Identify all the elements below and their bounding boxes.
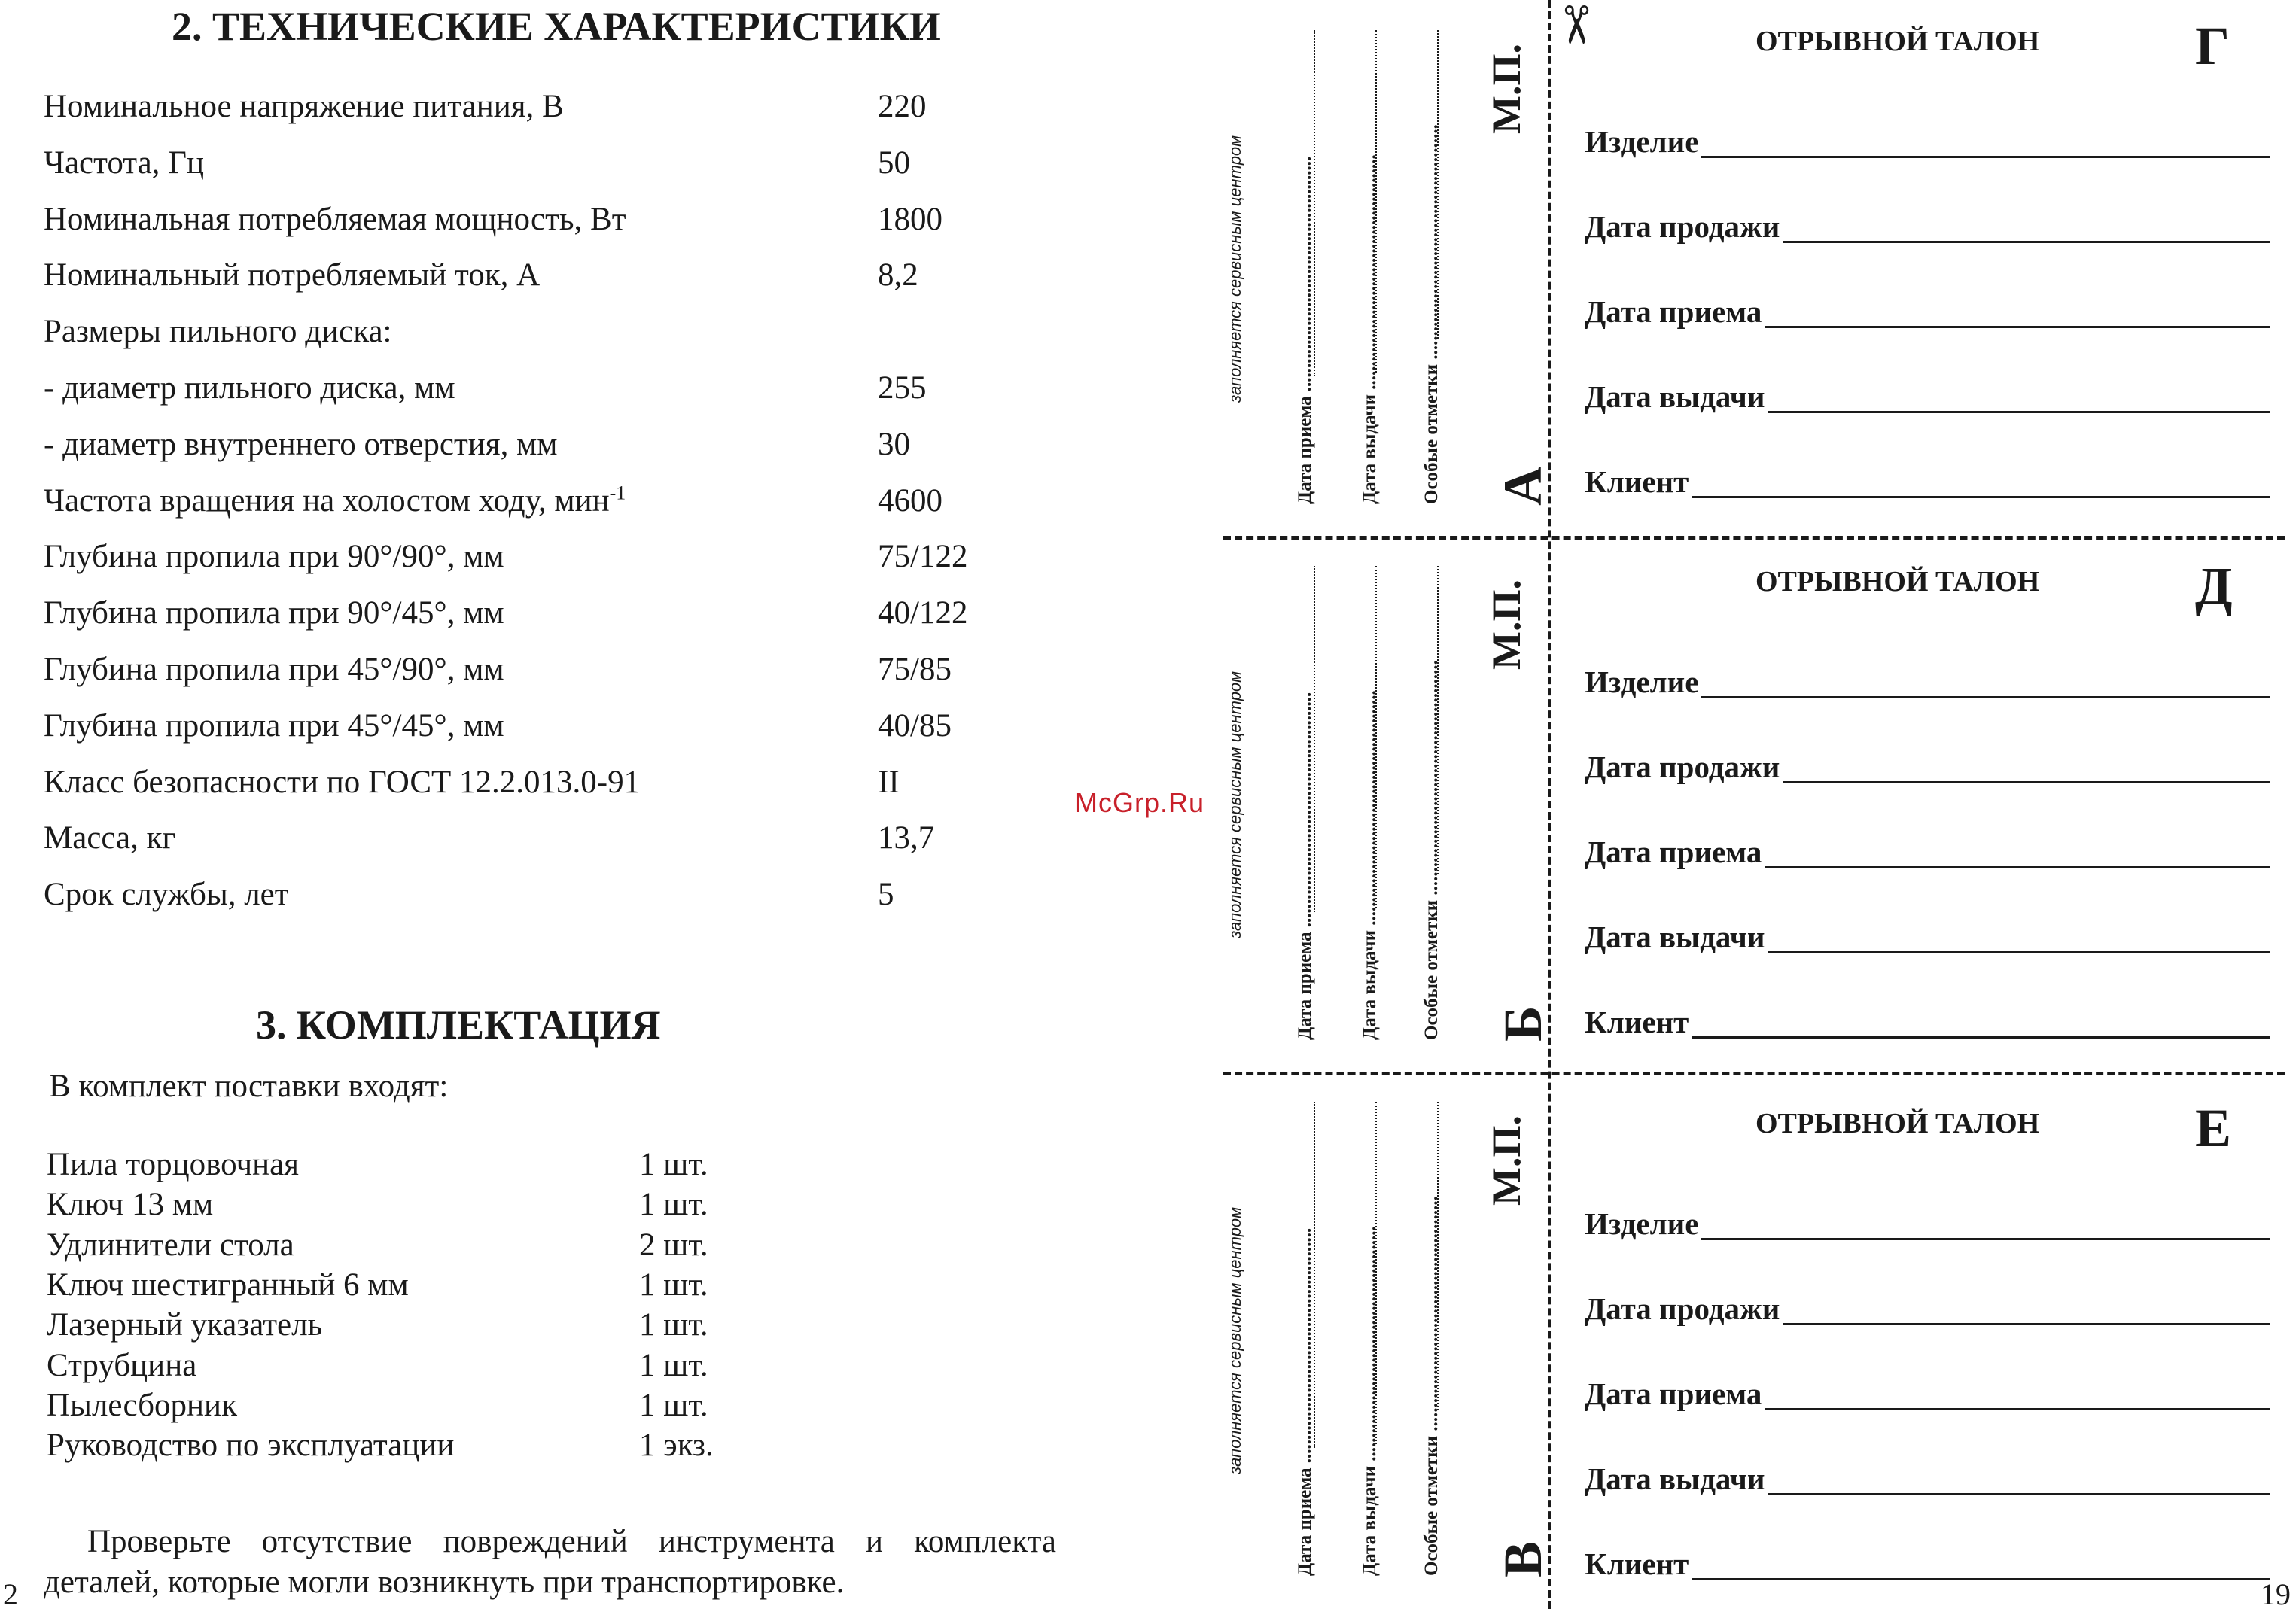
kit-note-line-2: деталей, которые могли возникнуть при транспортировке. [44,1565,845,1600]
talon-field-label: Дата приема [1585,1376,1765,1412]
kit-item [47,1306,769,1346]
kit-item [47,1427,769,1467]
service-center-note: заполняется сервисным центром [1226,135,1244,403]
stub-fill-line [1375,566,1377,908]
kit-item-qty: 2 шт. [639,1227,708,1263]
page-number-right: 19 [2261,1577,2291,1611]
stub-fill-line [1314,1102,1315,1448]
spec-value: 75/122 [878,539,968,575]
talon-field[interactable] [1585,1203,2270,1245]
spec-value: 220 [878,89,927,124]
spec-label: - диаметр внутреннего отверстия, мм [44,426,558,462]
stub-letter: Б [1493,1005,1553,1042]
kit-item-qty: 1 шт. [639,1187,708,1223]
spec-value: 5 [878,877,894,913]
talon-field[interactable] [1585,916,2270,958]
stub-letter: В [1493,1540,1553,1577]
kit-item [47,1387,769,1427]
kit-note-line-1: Проверьте отсутствие повреждений инструмента и комплекта [87,1524,1056,1559]
talon-field-label: Изделие [1585,123,1701,160]
spec-label: Срок службы, лет [44,877,289,913]
kit-title: 3. КОМПЛЕКТАЦИЯ [256,1002,661,1048]
stub-fill-line [1437,30,1439,339]
kit-item-qty: 1 шт. [639,1347,708,1383]
talon-field-label: Изделие [1585,664,1701,700]
talon-field-label: Клиент [1585,1004,1692,1040]
spec-row [44,820,1067,876]
spec-label: Глубина пропила при 45°/45°, мм [44,707,504,744]
kit-item-label: Удлинители стола [47,1227,294,1263]
kit-item-qty: 1 шт. [639,1267,708,1303]
talon-field[interactable] [1585,746,2270,788]
stub-letter: А [1493,467,1553,506]
spec-row [44,482,1067,539]
stub-fill-line [1314,30,1315,376]
spec-value: 255 [878,370,927,406]
tear-off-talon [1545,0,2285,536]
spec-label: Размеры пильного диска: [44,314,392,350]
kit-item-label: Лазерный указатель [47,1307,323,1343]
stub-special-notes: Особые отметки .................................................. [1421,1196,1442,1576]
kit-item [47,1267,769,1306]
kit-item-qty: 1 шт. [639,1387,708,1423]
spec-row [44,764,1067,820]
talon-field-label: Дата выдачи [1585,919,1768,955]
kit-item-label: Ключ шестигранный 6 мм [47,1267,409,1303]
stub-issue-date: Дата выдачи .................................................. [1360,1226,1380,1576]
spec-row [44,651,1067,707]
spec-unit-superscript: -1 [609,482,626,504]
horizontal-cut-line-1 [1223,536,2285,540]
stub-received-date: Дата приема .................................................. [1295,1227,1315,1576]
spec-label: Номинальный потребляемый ток, А [44,257,541,293]
spec-value: 50 [878,144,910,181]
talon-field-label: Изделие [1585,1206,1701,1242]
kit-item [47,1186,769,1226]
talon-field-label: Дата выдачи [1585,379,1768,415]
specs-title: 2. ТЕХНИЧЕСКИЕ ХАРАКТЕРИСТИКИ [172,4,941,49]
talon-field[interactable] [1585,1543,2270,1585]
kit-note [44,1522,1056,1603]
spec-row [44,201,1067,257]
talon-title: ОТРЫВНОЙ ТАЛОН [1755,1108,2040,1139]
stub-received-date: Дата приема .................................................. [1295,156,1315,504]
spec-value: 40/85 [878,707,952,744]
tear-off-talon [1548,540,2285,1076]
spec-row [44,370,1067,426]
talon-field[interactable] [1585,1373,2270,1415]
stub-received-date: Дата приема .................................................. [1295,692,1315,1040]
watermark: McGrp.Ru [1075,787,1205,818]
spec-row [44,876,1067,932]
talon-title: ОТРЫВНОЙ ТАЛОН [1755,26,2040,57]
spec-label: - диаметр пильного диска, мм [44,370,455,406]
talon-field-label: Клиент [1585,1546,1692,1582]
spec-label: Номинальная потребляемая мощность, Вт [44,201,626,237]
kit-item [47,1347,769,1387]
talon-field-label: Дата продажи [1585,1291,1783,1327]
talon-field-label: Дата приема [1585,293,1765,330]
spec-value: 13,7 [878,820,935,856]
talon-field[interactable] [1585,461,2270,503]
spec-value: 8,2 [878,257,918,293]
talon-field[interactable] [1585,1001,2270,1043]
stub-fill-line [1437,1102,1439,1410]
spec-label: Номинальное напряжение питания, В [44,89,564,124]
tear-off-talon [1548,1082,2285,1618]
kit-item-qty: 1 шт. [639,1307,708,1343]
talon-title: ОТРЫВНОЙ ТАЛОН [1755,566,2040,598]
spec-label: Частота, Гц [44,144,205,181]
kit-item-label: Пила торцовочная [47,1147,299,1182]
service-center-note: заполняется сервисным центром [1226,1206,1244,1474]
kit-item-qty: 1 экз. [639,1428,714,1464]
talon-letter: Е [2195,1098,2232,1158]
service-center-note: заполняется сервисным центром [1226,671,1244,938]
kit-item-qty: 1 шт. [639,1147,708,1182]
spec-row [44,595,1067,651]
talon-field-label: Клиент [1585,464,1692,500]
kit-item-label: Ключ 13 мм [47,1187,214,1223]
talon-field-label: Дата приема [1585,834,1765,870]
spec-label: Класс безопасности по ГОСТ 12.2.013.0-91 [44,764,641,800]
kit-item-label: Струбцина [47,1347,197,1383]
kit-item-label: Пылесборник [47,1387,237,1423]
stamp-mark: М.П. [1484,1115,1529,1206]
talon-field[interactable] [1585,831,2270,873]
stamp-mark: М.П. [1484,44,1529,134]
stub-fill-line [1375,1102,1377,1444]
kit-item [47,1146,769,1186]
talon-letter: Г [2195,16,2230,76]
stub-fill-line [1375,30,1377,373]
scissors-icon: ✂ [1545,3,1606,47]
spec-value: 75/85 [878,652,952,687]
talon-field-label: Дата выдачи [1585,1461,1768,1497]
talon-field-label: Дата продажи [1585,749,1783,785]
talon-field[interactable] [1585,120,2270,163]
kit-item-label: Руководство по эксплуатации [47,1428,455,1464]
spec-label: Масса, кг [44,820,176,856]
talon-field[interactable] [1585,1288,2270,1330]
spec-row [44,257,1067,313]
spec-label: Частота вращения на холостом ходу, мин$^{-1}$ [44,482,626,519]
talon-letter: Д [2195,556,2233,616]
spec-label: Глубина пропила при 90°/90°, мм [44,539,504,575]
spec-value: 4600 [878,482,942,519]
spec-row [44,313,1067,370]
talon-field[interactable] [1585,205,2270,248]
talon-field[interactable] [1585,661,2270,703]
spec-value: 1800 [878,201,942,237]
spec-row [44,88,1067,144]
kit-item [47,1227,769,1267]
spec-row [44,538,1067,595]
spec-value: 30 [878,426,910,462]
page-number-left: 2 [3,1577,18,1611]
spec-label: Глубина пропила при 90°/45°, мм [44,595,504,631]
stub-special-notes: Особые отметки .................................................. [1421,124,1442,504]
spec-value: II [878,764,900,800]
talon-field[interactable] [1585,376,2270,418]
stub-issue-date: Дата выдачи .................................................. [1360,154,1380,504]
stub-fill-line [1437,566,1439,874]
talon-field[interactable] [1585,290,2270,333]
spec-row [44,144,1067,201]
spec-row [44,707,1067,764]
stub-fill-line [1314,566,1315,912]
kit-intro: В комплект поставки входят: [49,1069,449,1104]
spec-row [44,426,1067,482]
talon-field[interactable] [1585,1458,2270,1500]
stub-issue-date: Дата выдачи .................................................. [1360,690,1380,1040]
stamp-mark: М.П. [1484,579,1529,670]
spec-value: 40/122 [878,595,968,631]
spec-label: Глубина пропила при 45°/90°, мм [44,652,504,687]
talon-field-label: Дата продажи [1585,208,1783,245]
stub-special-notes: Особые отметки .................................................. [1421,660,1442,1040]
